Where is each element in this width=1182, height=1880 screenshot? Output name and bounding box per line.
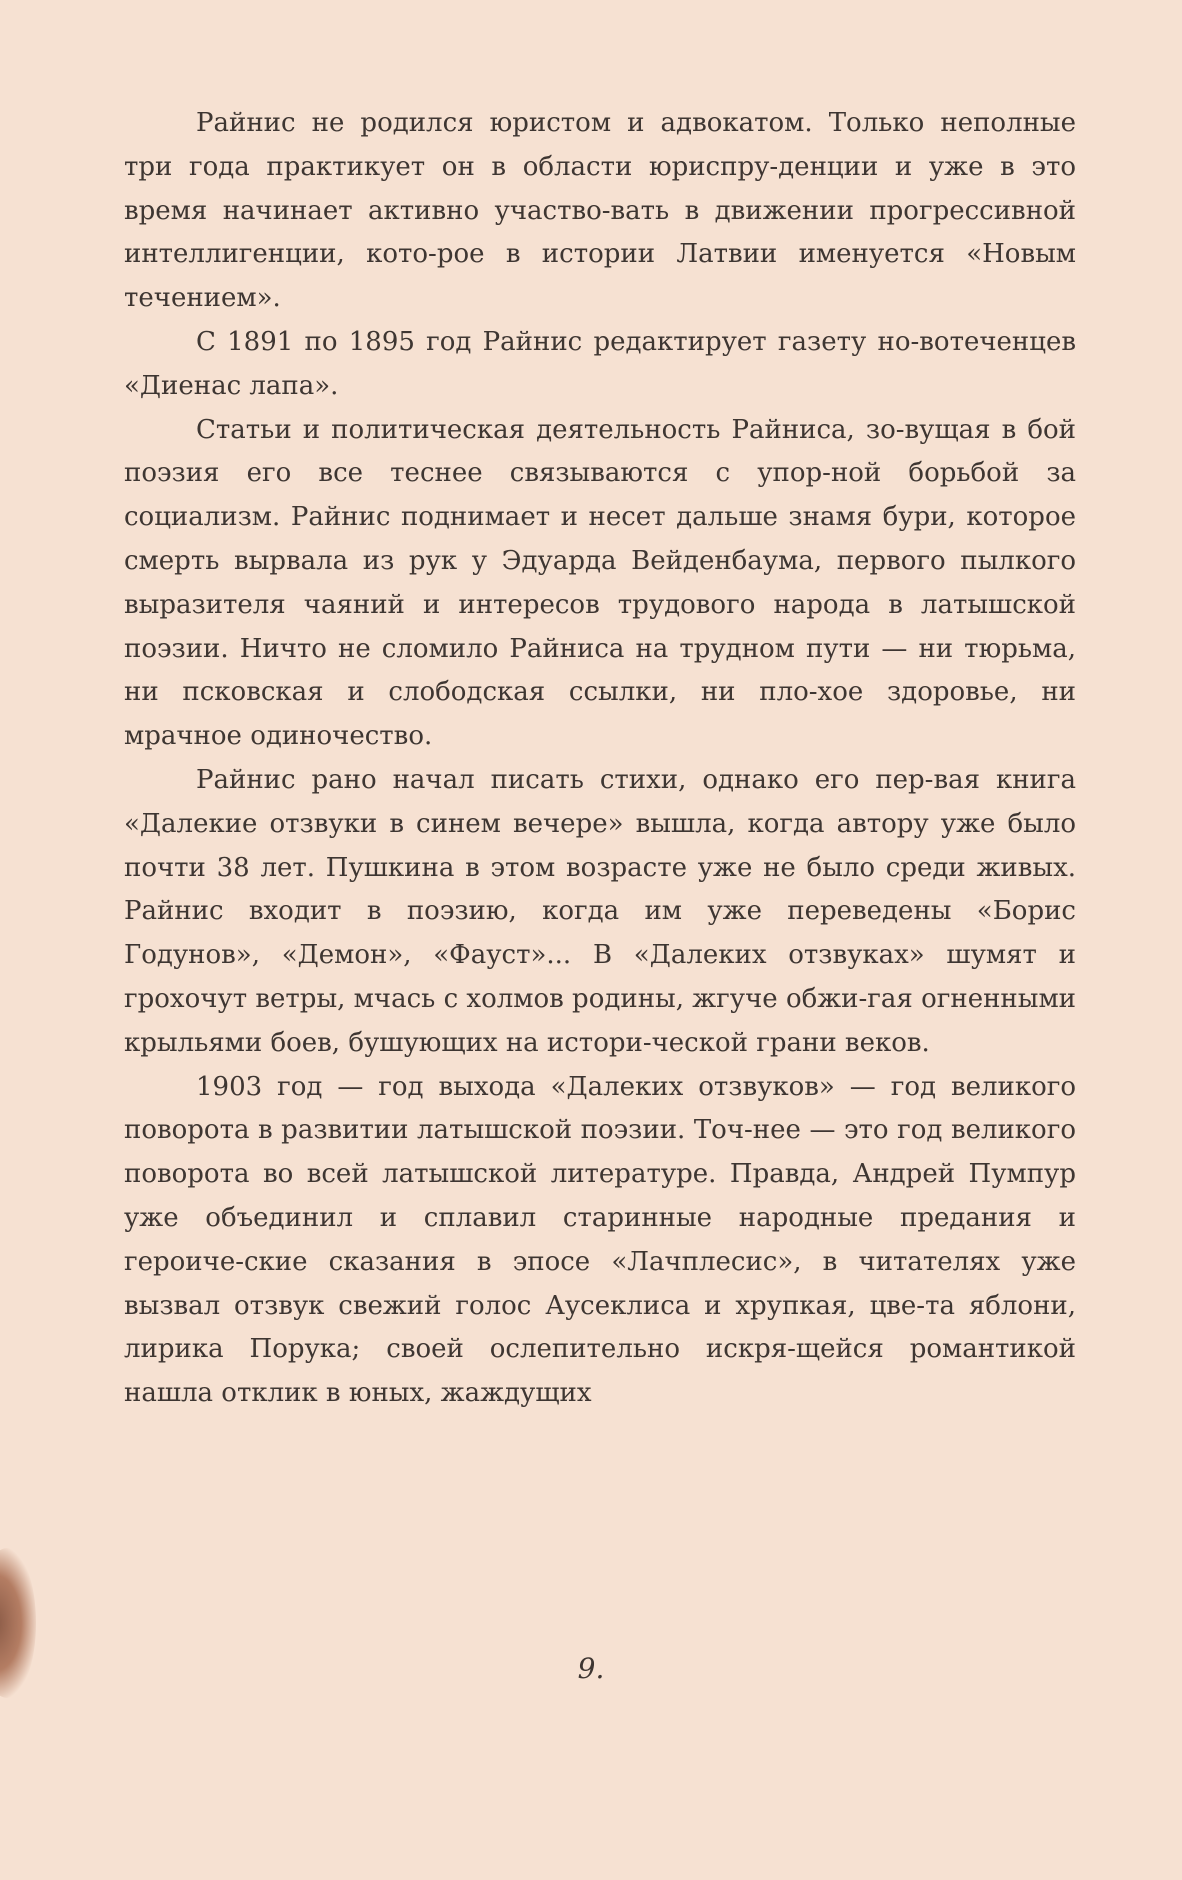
paragraph: С 1891 по 1895 год Райнис редактирует газету но-вотеченцев «Диенас лапа».: [124, 326, 1076, 401]
paragraph: 1903 год — год выхода «Далеких отзвуков» — год великого поворота в развитии латышской поэзии. Точ-нее — это год великого поворота во всей латышской литературе. Правда, Андрей Пумпур уже объединил и сплавил старинные народные предания и героиче-ские сказания в эпосе «Лачплесис», в читателях уже вызвал отзвук свежий голос Аусеклиса и хрупкая, цве-та яблони, лирика Порука; своей ослепительно искря-щейся романтикой нашла отклик в юных, жаждущих: [124, 1071, 1076, 1409]
paragraph: Райнис рано начал писать стихи, однако его пер-вая книга «Далекие отзвуки в синем вечере» вышла, когда автору уже было почти 38 лет. Пушкина в этом возрасте уже не было среди живых. Райнис входит в поэзию, когда им уже переведены «Борис Годунов», «Демон», «Фауст»... В «Далеких отзвуках» шумят и грохочут ветры, мчась с холмов родины, жгуче обжи-гая огненными крыльями боев, бушующих на истори-ческой грани веков.: [124, 764, 1076, 1058]
paragraph: Статьи и политическая деятельность Райниса, зо-вущая в бой поэзия его все теснее связываются с упор-ной борьбой за социализм. Райнис поднимает и несет дальше знамя бури, которое смерть вырвала из рук у Эдуарда Вейденбаума, первого пылкого выразителя чаяний и интересов трудового народа в латышской поэзии. Ничто не сломило Райниса на трудном пути — ни тюрьма, ни псковская и слободская ссылки, ни пло-хое здоровье, ни мрачное одиночество.: [124, 414, 1076, 752]
body-text: [124, 102, 1076, 1416]
page-number: 9.: [577, 1652, 605, 1685]
paragraph: Райнис не родился юристом и адвокатом. Только неполные три года практикует он в области юриспру-денции и уже в это время начинает активно участво-вать в движении прогрессивной интеллигенции, кото-рое в истории Латвии именуется «Новым течением».: [124, 108, 1076, 314]
